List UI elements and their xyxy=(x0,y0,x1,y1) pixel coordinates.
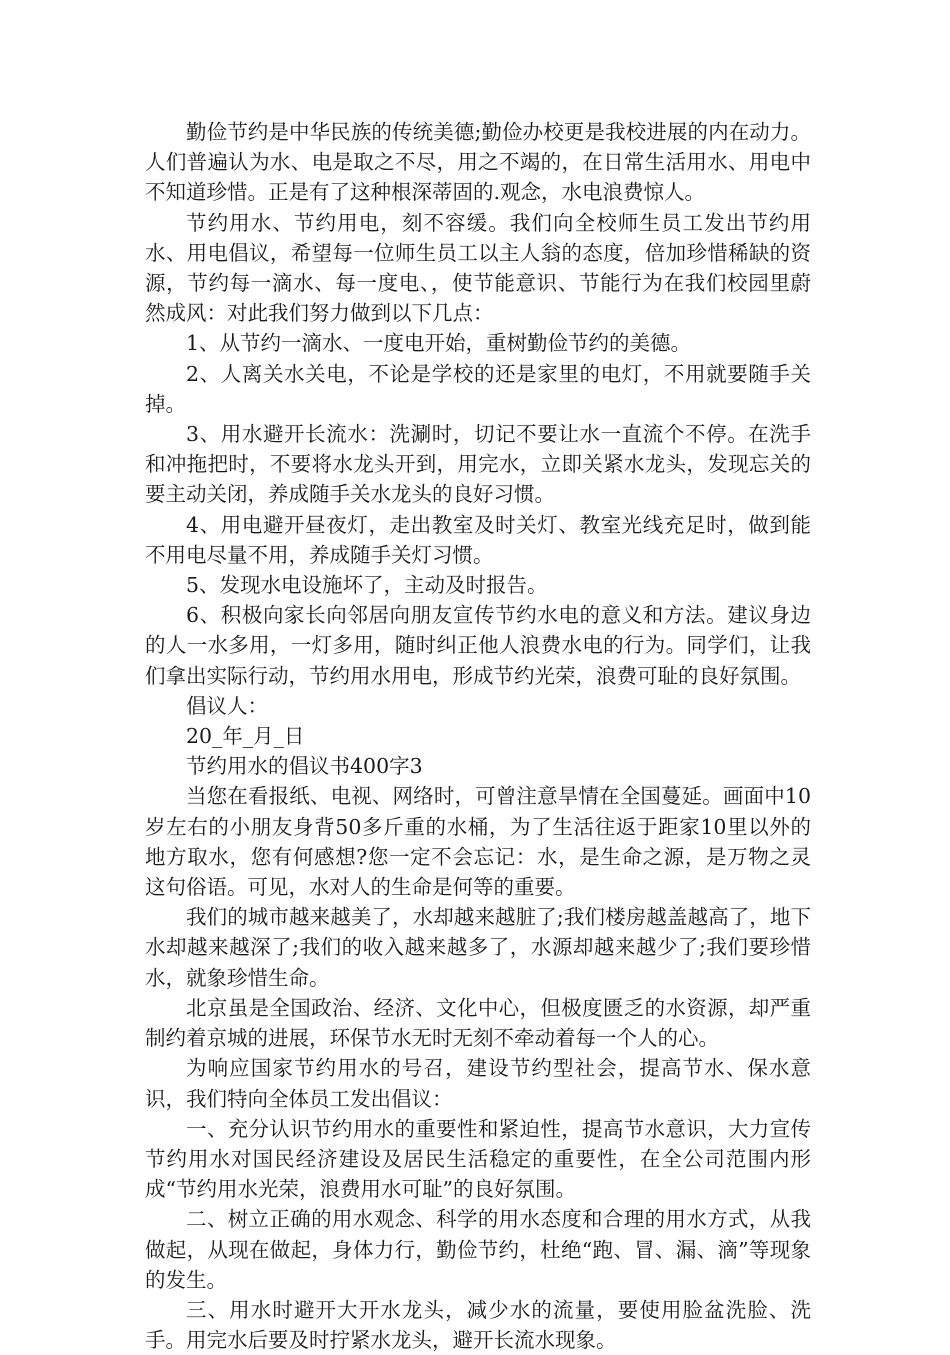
paragraph-intro: 勤俭节约是中华民族的传统美德;勤俭办校更是我校进展的内在动力。人们普遍认为水、电是取之不尽，用之不竭的，在日常生活用水、用电中不知道珍惜。正是有了这种根深蒂固的.观念，水电浪费惊人。 xyxy=(145,120,811,205)
list-item-3: 3、用水避开长流水：洗涮时，切记不要让水一直流个不停。在洗手和冲拖把时，不要将水龙头开到，用完水，立即关紧水龙头，发现忘关的要主动关闭，养成随手关水龙头的良好习惯。 xyxy=(145,422,811,507)
signature-label: 倡议人： xyxy=(186,693,268,718)
paragraph-city: 我们的城市越来越美了，水却越来越脏了;我们楼房越盖越高了，地下水却越来越深了;我们的收入越来越多了，水源却越来越少了;我们要珍惜水，就象珍惜生命。 xyxy=(145,905,811,990)
paragraph-drought: 当您在看报纸、电视、网络时，可曾注意旱情在全国蔓延。画面中10岁左右的小朋友身背50多斤重的水桶，为了生活往返于距家10里以外的地方取水，您有何感想?您一定不会忘记：水，是生命之源，是万物之灵这句俗语。可见，水对人的生命是何等的重要。 xyxy=(145,784,811,900)
list-item-4: 4、用电避开昼夜灯，走出教室及时关灯、教室光线充足时，做到能不用电尽量不用，养成随手关灯习惯。 xyxy=(145,512,811,567)
proposal-item-1: 一、充分认识节约用水的重要性和紧迫性，提高节水意识，大力宣传节约用水对国民经济建设及居民生活稳定的重要性，在全公司范围内形成“节约用水光荣，浪费用水可耻”的良好氛围。 xyxy=(145,1116,811,1202)
paragraph-call: 为响应国家节约用水的号召，建设节约型社会，提高节水、保水意识，我们特向全体员工发出倡议： xyxy=(145,1056,811,1111)
date-line: 20_年_月_日 xyxy=(186,724,305,749)
proposal-item-3: 三、用水时避开大开水龙头，减少水的流量，要使用脸盆洗脸、洗手。用完水后要及时拧紧水龙头，避开长流水现象。 xyxy=(145,1297,811,1353)
section-title: 节约用水的倡议书400字3 xyxy=(186,754,423,779)
paragraph-beijing: 北京虽是全国政治、经济、文化中心，但极度匮乏的水资源，却严重制约着京城的进展，环保节水无时无刻不牵动着每一个人的心。 xyxy=(145,995,811,1051)
document-body xyxy=(145,117,811,1355)
proposal-item-2: 二、树立正确的用水观念、科学的用水态度和合理的用水方式，从我做起，从现在做起，身体力行，勤俭节约，杜绝“跑、冒、漏、滴”等现象的发生。 xyxy=(145,1207,811,1292)
paragraph-appeal: 节约用水、节约用电，刻不容缓。我们向全校师生员工发出节约用水、用电倡议，希望每一位师生员工以主人翁的态度，倍加珍惜稀缺的资源，节约每一滴水、每一度电、，使节能意识、节能行为在我们校园里蔚然成风：对此我们努力做到以下几点： xyxy=(145,210,811,326)
list-item-2: 2、人离关水关电，不论是学校的还是家里的电灯，不用就要随手关掉。 xyxy=(145,361,811,416)
list-item-5: 5、发现水电设施坏了，主动及时报告。 xyxy=(186,573,548,598)
list-item-6: 6、积极向家长向邻居向朋友宣传节约水电的意义和方法。建议身边的人一水多用，一灯多用，随时纠正他人浪费水电的行为。同学们，让我们拿出实际行动，节约用水用电，形成节约光荣，浪费可耻的良好氛围。 xyxy=(145,603,811,688)
list-item-1: 1、从节约一滴水、一度电开始，重树勤俭节约的美德。 xyxy=(186,331,692,356)
